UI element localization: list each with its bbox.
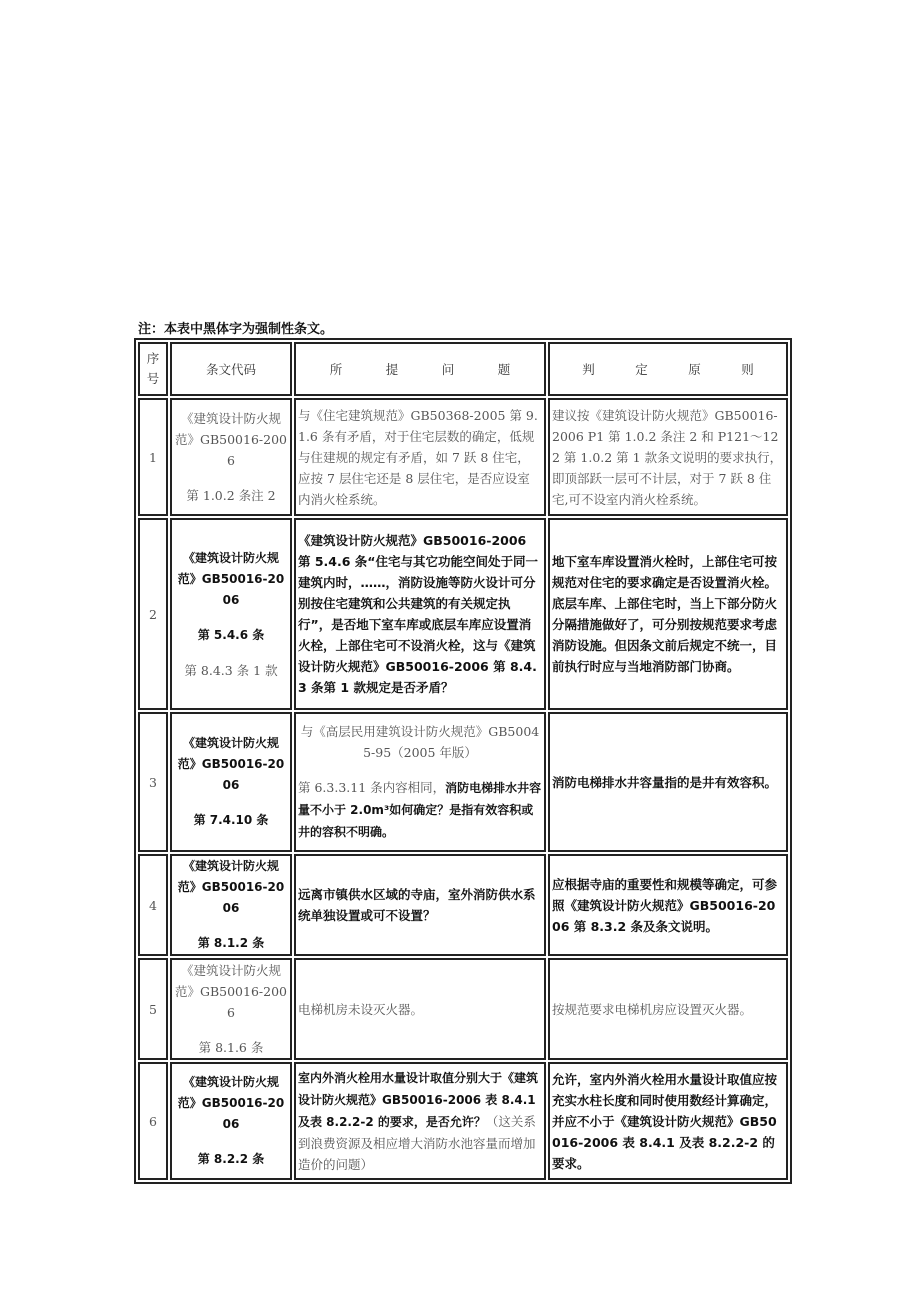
header-answer: 判 定 原 则 — [548, 342, 788, 396]
row-answer: 应根据寺庙的重要性和规模等确定，可参照《建筑设计防火规范》GB50016-2006 第 8.3.2 条及条文说明。 — [548, 854, 788, 956]
row-code: 《建筑设计防火规范》GB50016-2006 第 8.1.6 条 — [170, 958, 292, 1060]
row-answer: 消防电梯排水井容量指的是井有效容积。 — [548, 712, 788, 852]
row-answer: 建议按《建筑设计防火规范》GB50016-2006 P1 第 1.0.2 条注 2 和 P121～122 第 1.0.2 第 1 款条文说明的要求执行，即顶部跃一层可不计层，对于 7 跃 8 住宅,可不设室内消火栓系统。 — [548, 398, 788, 516]
row-number: 5 — [138, 958, 168, 1060]
row-question: 远离市镇供水区域的寺庙，室外消防供水系统单独设置或可不设置？ — [294, 854, 546, 956]
table-row — [138, 712, 788, 852]
header-no: 序 号 — [138, 342, 168, 396]
row-question: 与《高层民用建筑设计防火规范》GB50045-95（2005 年版） 第 6.3.3.11 条内容相同，消防电梯排水井容量不小于 2.0m³如何确定？是指有效容积或井的容积不明确。 — [294, 712, 546, 852]
row-question: 室内外消火栓用水量设计取值分别大于《建筑设计防火规范》GB50016-2006 表 8.4.1 及表 8.2.2-2 的要求，是否允许？（这关系到浪费资源及相应增大消防水池容量而增加造价的问题） — [294, 1062, 546, 1180]
row-answer: 按规范要求电梯机房应设置灭火器。 — [548, 958, 788, 1060]
table-row — [138, 398, 788, 516]
row-code: 《建筑设计防火规范》GB50016-2006 第 1.0.2 条注 2 — [170, 398, 292, 516]
table-row — [138, 958, 788, 1060]
header-code: 条文代码 — [170, 342, 292, 396]
table-note: 注：本表中黑体字为强制性条文。 — [138, 322, 334, 337]
row-number: 3 — [138, 712, 168, 852]
row-number: 4 — [138, 854, 168, 956]
row-question: 《建筑设计防火规范》GB50016-2006 第 5.4.6 条“住宅与其它功能空间处于同一建筑内时，……，消防设施等防火设计可分别按住宅建筑和公共建筑的有关规定执行”，是否地下室车库或底层车库应设置消火栓，上部住宅可不设消火栓，这与《建筑设计防火规范》GB50016-2006 第 8.4.3 条第 1 款规定是否矛盾？ — [294, 518, 546, 710]
row-answer: 允许，室内外消火栓用水量设计取值应按充实水柱长度和同时使用数经计算确定，并应不小于《建筑设计防火规范》GB50016-2006 表 8.4.1 及表 8.2.2-2 的要求。 — [548, 1062, 788, 1180]
table-row — [138, 1062, 788, 1180]
row-code: 《建筑设计防火规范》GB50016-2006 第 5.4.6 条 第 8.4.3 条 1 款 — [170, 518, 292, 710]
row-number: 1 — [138, 398, 168, 516]
fire-code-qa-table — [134, 338, 792, 1184]
table-row — [138, 518, 788, 710]
row-question: 与《住宅建筑规范》GB50368-2005 第 9.1.6 条有矛盾，对于住宅层数的确定，低规与住建规的规定有矛盾，如 7 跃 8 住宅，应按 7 层住宅还是 8 层住宅，是否应设室内消火栓系统。 — [294, 398, 546, 516]
row-code: 《建筑设计防火规范》GB50016-2006 第 7.4.10 条 — [170, 712, 292, 852]
table-row — [138, 854, 788, 956]
row-number: 6 — [138, 1062, 168, 1180]
header-question: 所 提 问 题 — [294, 342, 546, 396]
row-code: 《建筑设计防火规范》GB50016-2006 第 8.2.2 条 — [170, 1062, 292, 1180]
row-code: 《建筑设计防火规范》GB50016-2006 第 8.1.2 条 — [170, 854, 292, 956]
row-number: 2 — [138, 518, 168, 710]
row-answer: 地下室车库设置消火栓时，上部住宅可按规范对住宅的要求确定是否设置消火栓。底层车库、上部住宅时，当上下部分防火分隔措施做好了，可分别按规范要求考虑消防设施。但因条文前后规定不统一，目前执行时应与当地消防部门协商。 — [548, 518, 788, 710]
row-question: 电梯机房未设灭火器。 — [294, 958, 546, 1060]
table-header-row — [138, 342, 788, 396]
